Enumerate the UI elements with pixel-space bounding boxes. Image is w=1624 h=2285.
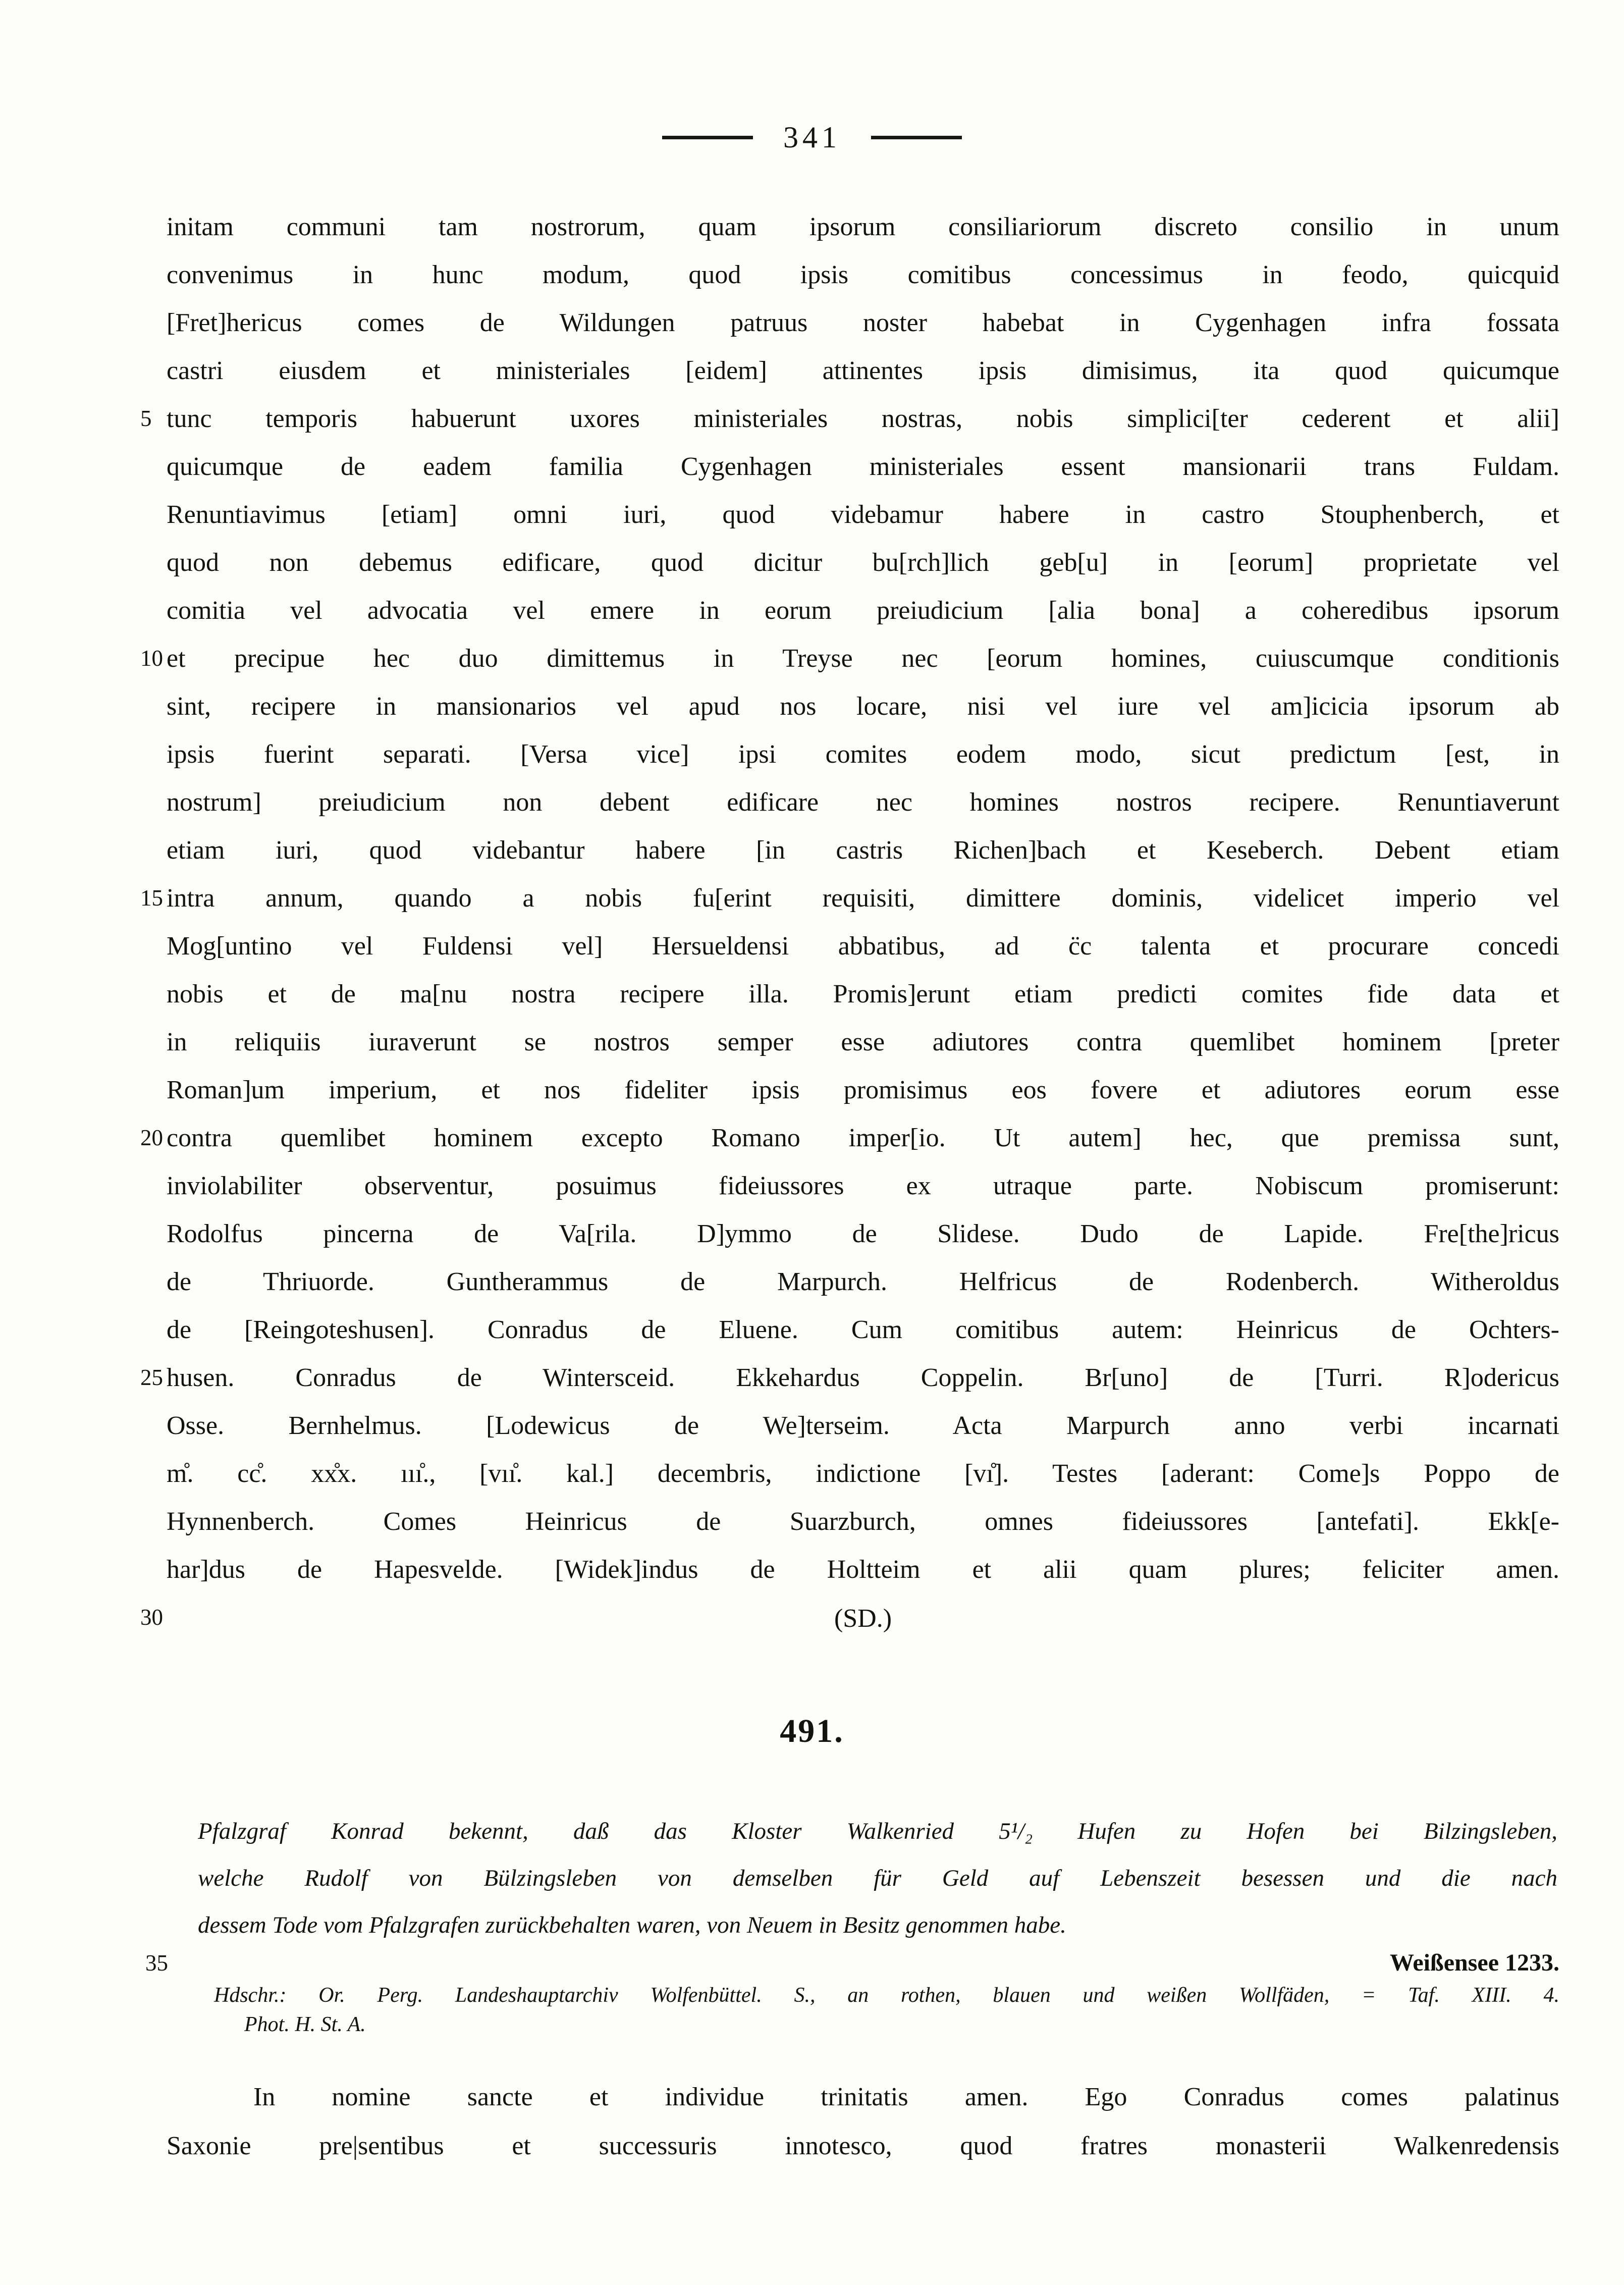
text-line-content: initam communi tam nostrorum, quam ipsorum consiliariorum discreto consilio in unum: [167, 212, 1559, 241]
text-line-content: comitia vel advocatia vel emere in eorum preiudicium [alia bona] a coheredibus ipsorum: [167, 596, 1559, 625]
entry-491-source-note: [214, 1981, 1559, 2039]
text-line: [167, 826, 1559, 874]
text-line-content: quod non debemus edificare, quod dicitur bu[rch]lich geb[u] in [eorum] proprietate vel: [167, 548, 1559, 577]
text-line: [167, 539, 1559, 587]
text-line: 15 intra annum, quando a nobis fu[erint requisiti, dimittere dominis, videlicet imperio vel: [140, 884, 1559, 913]
text-line: [167, 730, 1559, 778]
charter-491-text-block: [167, 2073, 1559, 2170]
text-line-content: in reliquiis iuraverunt se nostros semper esse adiutores contra quemlibet hominem [preter: [167, 1028, 1559, 1056]
text-line: [167, 1066, 1559, 1114]
text-line: [167, 251, 1559, 299]
text-line: [167, 1306, 1559, 1354]
entry-491-dateline: [145, 1947, 1559, 1979]
text-line: [167, 1258, 1559, 1306]
text-line: 10 et precipue hec duo dimittemus in Treyse nec [eorum homines, cuiuscumque conditionis: [140, 644, 1559, 673]
text-line: [167, 1210, 1559, 1258]
entry-491-regest: [198, 1808, 1557, 1949]
text-line-content: har]dus de Hapesvelde. [Widek]indus de Holtteim et alii quam plures; feliciter amen.: [167, 1555, 1559, 1584]
text-line: [167, 1450, 1559, 1498]
charter-490-lines: [140, 203, 1559, 1593]
text-line: [167, 1018, 1559, 1066]
text-line-content: inviolabiliter observentur, posuimus fideiussores ex utraque parte. Nobiscum promiserunt:: [167, 1172, 1559, 1200]
text-line: [167, 587, 1559, 634]
text-line-content: et precipue hec duo dimittemus in Treyse nec [eorum homines, cuiuscumque conditionis: [167, 644, 1559, 673]
text-line-content: quicumque de eadem familia Cygenhagen ministeriales essent mansionarii trans Fuldam.: [167, 452, 1559, 481]
text-line-content: Rodolfus pincerna de Va[rila. D]ymmo de Slidese. Dudo de Lapide. Fre[the]ricus: [167, 1219, 1559, 1248]
text-line-content: intra annum, quando a nobis fu[erint requisiti, dimittere dominis, videlicet imperio vel: [167, 884, 1559, 913]
text-line: [167, 682, 1559, 730]
text-line: [167, 347, 1559, 395]
text-line-content: [Fret]hericus comes de Wildungen patruus noster habebat in Cygenhagen infra fossata: [167, 308, 1559, 337]
text-line: [167, 299, 1559, 347]
regest-line: dessem Tode vom Pfalzgrafen zurückbehalten waren, von Neuem in Besitz genommen habe.: [198, 1912, 1066, 1938]
text-line-content: tunc temporis habuerunt uxores ministeriales nostras, nobis simplici[ter cederent et alii]: [167, 404, 1559, 433]
text-line: 25 husen. Conradus de Wintersceid. Ekkehardus Coppelin. Br[uno] de [Turri. R]odericus: [140, 1363, 1559, 1392]
header-rule-right: [871, 136, 962, 139]
text-line: [167, 1402, 1559, 1450]
text-line-content: Roman]um imperium, et nos fideliter ipsis promisimus eos fovere et adiutores eorum esse: [167, 1076, 1559, 1104]
text-line-content: Renuntiavimus [etiam] omni iuri, quod videbamur habere in castro Stouphenberch, et: [167, 500, 1559, 529]
page-header: [0, 120, 1624, 155]
text-line-content: nobis et de ma[nu nostra recipere illa. Promis]erunt etiam predicti comites fide data et: [167, 980, 1559, 1008]
seal-note: (SD.): [834, 1604, 892, 1633]
charter-490-text-block: [140, 203, 1559, 1644]
page-number: 341: [783, 121, 841, 154]
text-line-content: ipsis fuerint separati. [Versa vice] ipsi comites eodem modo, sicut predictum [est, in: [167, 740, 1559, 769]
text-line: 5 tunc temporis habuerunt uxores ministeriales nostras, nobis simplici[ter cederent et alii]: [140, 404, 1559, 433]
text-line-content: contra quemlibet hominem excepto Romano imper[io. Ut autem] hec, que premissa sunt,: [167, 1124, 1559, 1152]
text-line-content: nostrum] preiudicium non debent edificare nec homines nostros recipere. Renuntiaverunt: [167, 788, 1559, 817]
source-note-line: Hdschr.: Or. Perg. Landeshauptarchiv Wolfenbüttel. S., an rothen, blauen und weißen Wollfäden, = Taf. XIII. 4.: [214, 1984, 1559, 2007]
text-line: In nomine sancte et individue trinitatis amen. Ego Conradus comes palatinus: [253, 2083, 1559, 2111]
header-rule-left: [662, 136, 753, 139]
text-line-content: de [Reingoteshusen]. Conradus de Eluene. Cum comitibus autem: Heinricus de Ochters-: [167, 1315, 1559, 1344]
text-line: [167, 1498, 1559, 1546]
text-line: [167, 922, 1559, 970]
text-line-content: Hynnenberch. Comes Heinricus de Suarzburch, omnes fideiussores [antefati]. Ekk[e-: [167, 1507, 1559, 1536]
text-line: [167, 970, 1559, 1018]
source-note-line: Phot. H. St. A.: [244, 2013, 366, 2036]
text-line-content: m̊. cc̊. xx̊x. ııı̊., [vıı̊. kal.] decembris, indictione [vı̊]. Testes [aderant: Come]s Poppo de: [167, 1459, 1559, 1488]
text-line-content: Mog[untino vel Fuldensi vel] Hersueldensi abbatibus, ad c̈c talenta et procurare concedi: [167, 932, 1559, 961]
text-line: [167, 203, 1559, 251]
text-line-content: convenimus in hunc modum, quod ipsis comitibus concessimus in feodo, quicquid: [167, 260, 1559, 289]
regest-line: Pfalzgraf Konrad bekennt, daß das Kloster Walkenried 5¹/₂ Hufen zu Hofen bei Bilzingsleben,: [198, 1818, 1557, 1844]
margin-line-number: 35: [145, 1950, 168, 1976]
text-line: [167, 443, 1559, 491]
entry-491-heading: 491.: [780, 1713, 844, 1749]
text-line-content: castri eiusdem et ministeriales [eidem] attinentes ipsis dimisimus, ita quod quicumque: [167, 356, 1559, 385]
text-line-content: etiam iuri, quod videbantur habere [in castris Richen]bach et Keseberch. Debent etiam: [167, 836, 1559, 865]
text-line: Saxonie pre|sentibus et successuris innotesco, quod fratres monasterii Walkenredensis: [167, 2132, 1559, 2160]
seal-note-row: 30 (SD.): [140, 1604, 892, 1633]
regest-line: welche Rudolf von Bülzingsleben von demselben für Geld auf Lebenszeit besessen und die nach: [198, 1865, 1557, 1891]
text-line-content: de Thriuorde. Guntherammus de Marpurch. Helfricus de Rodenberch. Witheroldus: [167, 1267, 1559, 1296]
text-line-content: husen. Conradus de Wintersceid. Ekkehardus Coppelin. Br[uno] de [Turri. R]odericus: [167, 1363, 1559, 1392]
text-line: 20 contra quemlibet hominem excepto Romano imper[io. Ut autem] hec, que premissa sunt,: [140, 1124, 1559, 1152]
text-line-content: sint, recipere in mansionarios vel apud nos locare, nisi vel iure vel am]icicia ipsorum ab: [167, 692, 1559, 721]
text-line: [167, 1162, 1559, 1210]
text-line: [167, 491, 1559, 539]
place-and-date: Weißensee 1233.: [1390, 1949, 1559, 1976]
text-line: [167, 1546, 1559, 1593]
text-line-content: Osse. Bernhelmus. [Lodewicus de We]terseim. Acta Marpurch anno verbi incarnati: [167, 1411, 1559, 1440]
text-line: [167, 778, 1559, 826]
